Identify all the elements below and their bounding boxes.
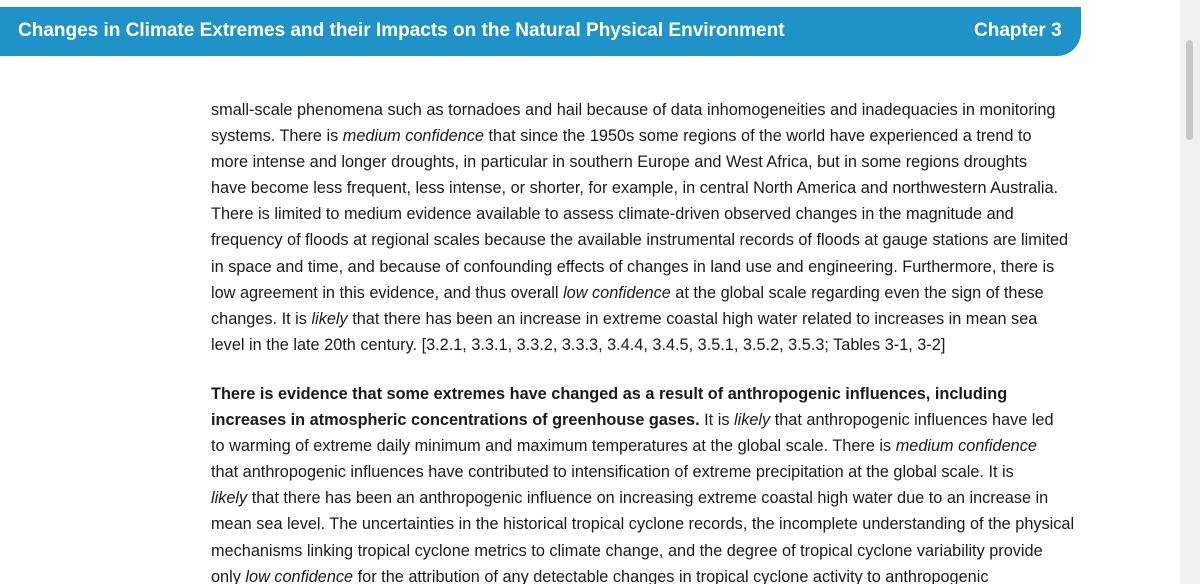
text-line: frequency of floods at regional scales because the available instrumental records of floods at gauge stations are limited xyxy=(211,231,1069,250)
text-line: in space and time, and because of confounding effects of changes in land use and engineering. Furthermore, there is xyxy=(211,257,1055,276)
text-line: to warming of extreme daily minimum and maximum temperatures at the global scale. There is medium confidence xyxy=(211,437,1037,456)
lead-sentence: increases in atmospheric concentrations of greenhouse gases. xyxy=(211,411,700,430)
text-line: mechanisms linking tropical cyclone metrics to climate change, and the degree of tropical cyclone variability provide xyxy=(211,541,1043,560)
text-line xyxy=(211,381,1071,407)
text-line: level in the late 20th century. [3.2.1, 3.3.1, 3.3.2, 3.3.3, 3.4.4, 3.4.5, 3.5.1, 3.5.2, 3.5.3; Tables 3-1, 3-2] xyxy=(211,335,946,354)
emphasis: likely xyxy=(311,309,348,328)
text-line: low agreement in this evidence, and thus overall low confidence at the global scale regarding even the sign of these xyxy=(211,283,1044,302)
chapter-number: Chapter 3 xyxy=(974,20,1062,41)
emphasis: low confidence xyxy=(245,567,354,584)
emphasis: likely xyxy=(211,489,248,508)
chapter-header-bar xyxy=(0,7,1081,56)
emphasis: medium confidence xyxy=(895,437,1037,456)
emphasis: low confidence xyxy=(563,283,671,302)
text-line: systems. There is medium confidence that since the 1950s some regions of the world have experienced a trend to xyxy=(211,127,1032,146)
text-line: only low confidence for the attribution of any detectable changes in tropical cyclone activity to anthropogenic xyxy=(211,567,989,584)
text-line: have become less frequent, less intense, or shorter, for example, in central North America and northwestern Australia. xyxy=(211,179,1059,198)
text-line: There is limited to medium evidence available to assess climate-driven observed changes in the magnitude and xyxy=(211,205,1014,224)
document-body xyxy=(211,97,1075,584)
text-line: mean sea level. The uncertainties in the historical tropical cyclone records, the incomplete understanding of the physical xyxy=(211,515,1075,534)
text-line: that anthropogenic influences have contributed to intensification of extreme precipitation at the global scale. It is xyxy=(211,463,1014,482)
paragraph-2 xyxy=(211,381,1075,584)
text-line: likely that there has been an anthropogenic influence on increasing extreme coastal high water due to an increase in xyxy=(211,489,1049,508)
emphasis: medium confidence xyxy=(342,127,484,146)
chapter-title: Changes in Climate Extremes and their Impacts on the Natural Physical Environment xyxy=(18,20,785,41)
text-line: more intense and longer droughts, in particular in southern Europe and West Africa, but in some regions droughts xyxy=(211,153,1028,172)
scrollbar-thumb[interactable] xyxy=(1186,40,1193,140)
text-line: increases in atmospheric concentrations of greenhouse gases. It is likely that anthropogenic influences have led xyxy=(211,411,1054,430)
text-line: small-scale phenomena such as tornadoes and hail because of data inhomogeneities and inadequacies in monitoring xyxy=(211,101,1056,119)
paragraph-1 xyxy=(211,97,1071,358)
emphasis: likely xyxy=(734,411,771,430)
lead-sentence: There is evidence that some extremes have changed as a result of anthropogenic influences, including xyxy=(211,384,1008,403)
text-line: changes. It is likely that there has been an increase in extreme coastal high water related to increases in mean sea xyxy=(211,309,1038,328)
paragraph-spacer xyxy=(211,358,1071,381)
